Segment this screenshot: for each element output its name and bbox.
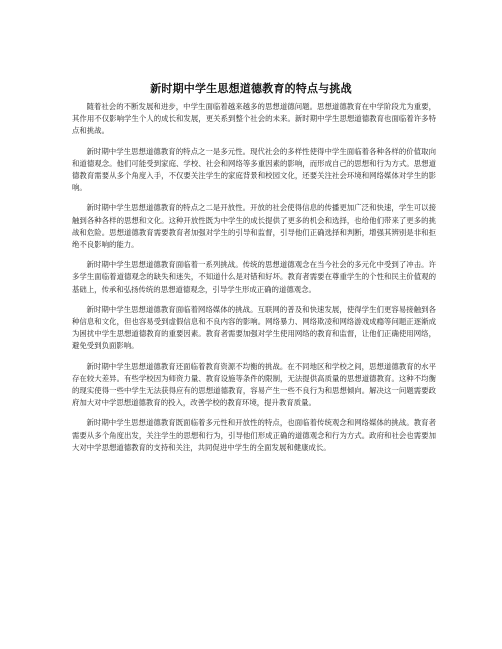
paragraph-2: 新时期中学生思想道德教育的特点之一是多元性。现代社会的多样性使得中学生面临着各种各样的价值取向和道德观念。他们可能受到家庭、学校、社会和网络等多重因素的影响，而形成自己的思想和行为方式。思想道德教育需要从多个角度入手，不仅要关注学生的家庭背景和校园文化，还要关注社会环境和网络媒体对学生的影响。 xyxy=(72,146,436,193)
paragraph-5: 新时期中学生思想道德教育面临着网络媒体的挑战。互联网的普及和快速发展，使得学生们更容易接触到各种信息和文化，但也容易受到虚假信息和不良内容的影响。网络暴力、网络欺凌和网络游戏成瘾等问题正逐渐成为困扰中学生思想道德教育的重要因素。教育者需要加强对学生使用网络的教育和监督，让他们正确使用网络，避免受到负面影响。 xyxy=(72,304,436,351)
document-title: 新时期中学生思想道德教育的特点与挑战 xyxy=(150,82,352,95)
document-body xyxy=(72,101,436,462)
paragraph-6: 新时期中学生思想道德教育还面临着教育资源不均衡的挑战。在不同地区和学校之间，思想道德教育的水平存在较大差异。有些学校因为师资力量、教育设施等条件的限制，无法提供高质量的思想道德教育。这种不均衡的现实使得一些中学生无法获得应有的思想道德教育，容易产生一些不良行为和思想倾向。解决这一问题需要政府加大对中学思想道德教育的投入，改善学校的教育环境，提升教育质量。 xyxy=(72,361,436,408)
paragraph-7: 新时期中学生思想道德教育既面临着多元性和开放性的特点，也面临着传统观念和网络媒体的挑战。教育者需要从多个角度出发，关注学生的思想和行为，引导他们形成正确的道德观念和行为方式。政府和社会也需要加大对中学思想道德教育的支持和关注，共同促进中学生的全面发展和健康成长。 xyxy=(72,418,436,452)
paragraph-1: 随着社会的不断发展和进步，中学生面临着越来越多的思想道德问题。思想道德教育在中学阶段尤为重要，其作用不仅影响学生个人的成长和发展，更关系到整个社会的未来。新时期中学生思想道德教育也面临着许多特点和挑战。 xyxy=(72,102,436,136)
paragraph-3: 新时期中学生思想道德教育的特点之二是开放性。开放的社会使得信息的传播更加广泛和快速，学生可以接触到各种各样的思想和文化。这种开放性既为中学生的成长提供了更多的机会和选择，也给他们带来了更多的挑战和危险。思想道德教育需要教育者加强对学生的引导和监督，引导他们正确选择和判断，增强其辨别是非和拒绝不良影响的能力。 xyxy=(72,203,436,250)
paragraph-4: 新时期中学生思想道德教育面临着一系列挑战。传统的思想道德观念在当今社会的多元化中受到了冲击。许多学生面临着道德观念的缺失和迷失，不知道什么是对错和好坏。教育者需要在尊重学生的个性和民主价值观的基础上，传承和弘扬传统的思想道德观念，引导学生形成正确的道德观念。 xyxy=(72,260,436,294)
